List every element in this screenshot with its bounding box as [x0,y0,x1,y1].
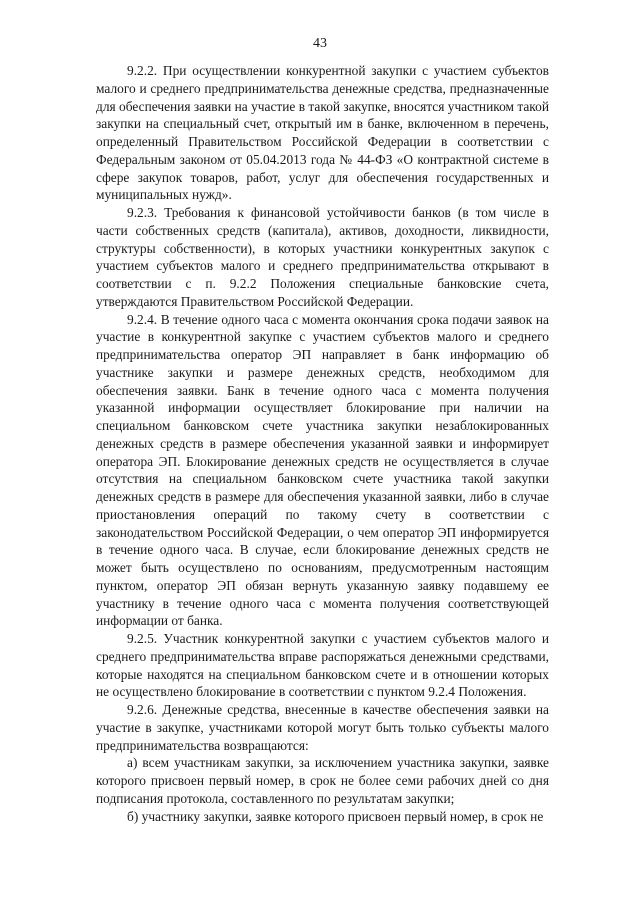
paragraph-9-2-3: 9.2.3. Требования к финансовой устойчивости банков (в том числе в части собственных средств (капитала), активов, доходности, ликвидности, структуры собственности), в которых участники конкурентных закупок с участием субъектов малого и среднего предпринимательства открывают в соответствии с п. 9.2.2 Положения специальные банковские счета, утверждаются Правительством Российской Федерации. [96,205,549,309]
document-body [96,62,549,825]
list-item-b: б) участнику закупки, заявке которого присвоен первый номер, в срок не [127,808,544,824]
paragraph-9-2-5: 9.2.5. Участник конкурентной закупки с участием субъектов малого и среднего предпринимательства вправе распоряжаться денежными средствами, которые находятся на специальном банковском счете и в отношении которых не осуществлено блокирование в соответствии с пунктом 9.2.4 Положения. [96,631,549,700]
paragraph-9-2-2: 9.2.2. При осуществлении конкурентной закупки с участием субъектов малого и среднего предпринимательства денежные средства, предназначенные для обеспечения заявки на участие в такой закупке, вносятся участником такой закупки на специальный счет, открытый им в банке, включенном в перечень, определенный Правительством Российской Федерации в соответствии с Федеральным законом от 05.04.2013 года № 44-ФЗ «О контрактной системе в сфере закупок товаров, работ, услуг для обеспечения государственных и муниципальных нужд». [96,63,549,203]
paragraph-9-2-6: 9.2.6. Денежные средства, внесенные в качестве обеспечения заявки на участие в закупке, участниками которой могут быть только субъекты малого предпринимательства возвращаются: [96,702,549,753]
page-number: 43 [313,36,327,51]
list-item-a: а) всем участникам закупки, за исключением участника закупки, заявке которого присвоен первый номер, в срок не более семи рабочих дней со дня подписания протокола, составленного по результатам закупки; [96,755,549,806]
paragraph-9-2-4: 9.2.4. В течение одного часа с момента окончания срока подачи заявок на участие в конкурентной закупке с участием субъектов малого и среднего предпринимательства оператор ЭП направляет в банк информацию об участнике закупки и размере денежных средств, необходимом для обеспечения заявки. Банк в течение одного часа с момента получения указанной информации осуществляет блокирование при наличии на специальном банковском счете участника закупки незаблокированных денежных средств в размере обеспечения указанной заявки и информирует оператора ЭП. Блокирование денежных средств не осуществляется в случае отсутствия на специальном банковском счете участника такой закупки денежных средств в размере для обеспечения указанной заявки, либо в случае приостановления операций по такому счету в соответствии с законодательством Российской Федерации, о чем оператор ЭП информируется в течение одного часа. В случае, если блокирование денежных средств не может быть осуществлено по основаниям, предусмотренным настоящим пунктом, оператор ЭП обязан вернуть указанную заявку подавшему ее участнику в течение одного часа с момента получения соответствующей информации от банка. [96,311,549,629]
